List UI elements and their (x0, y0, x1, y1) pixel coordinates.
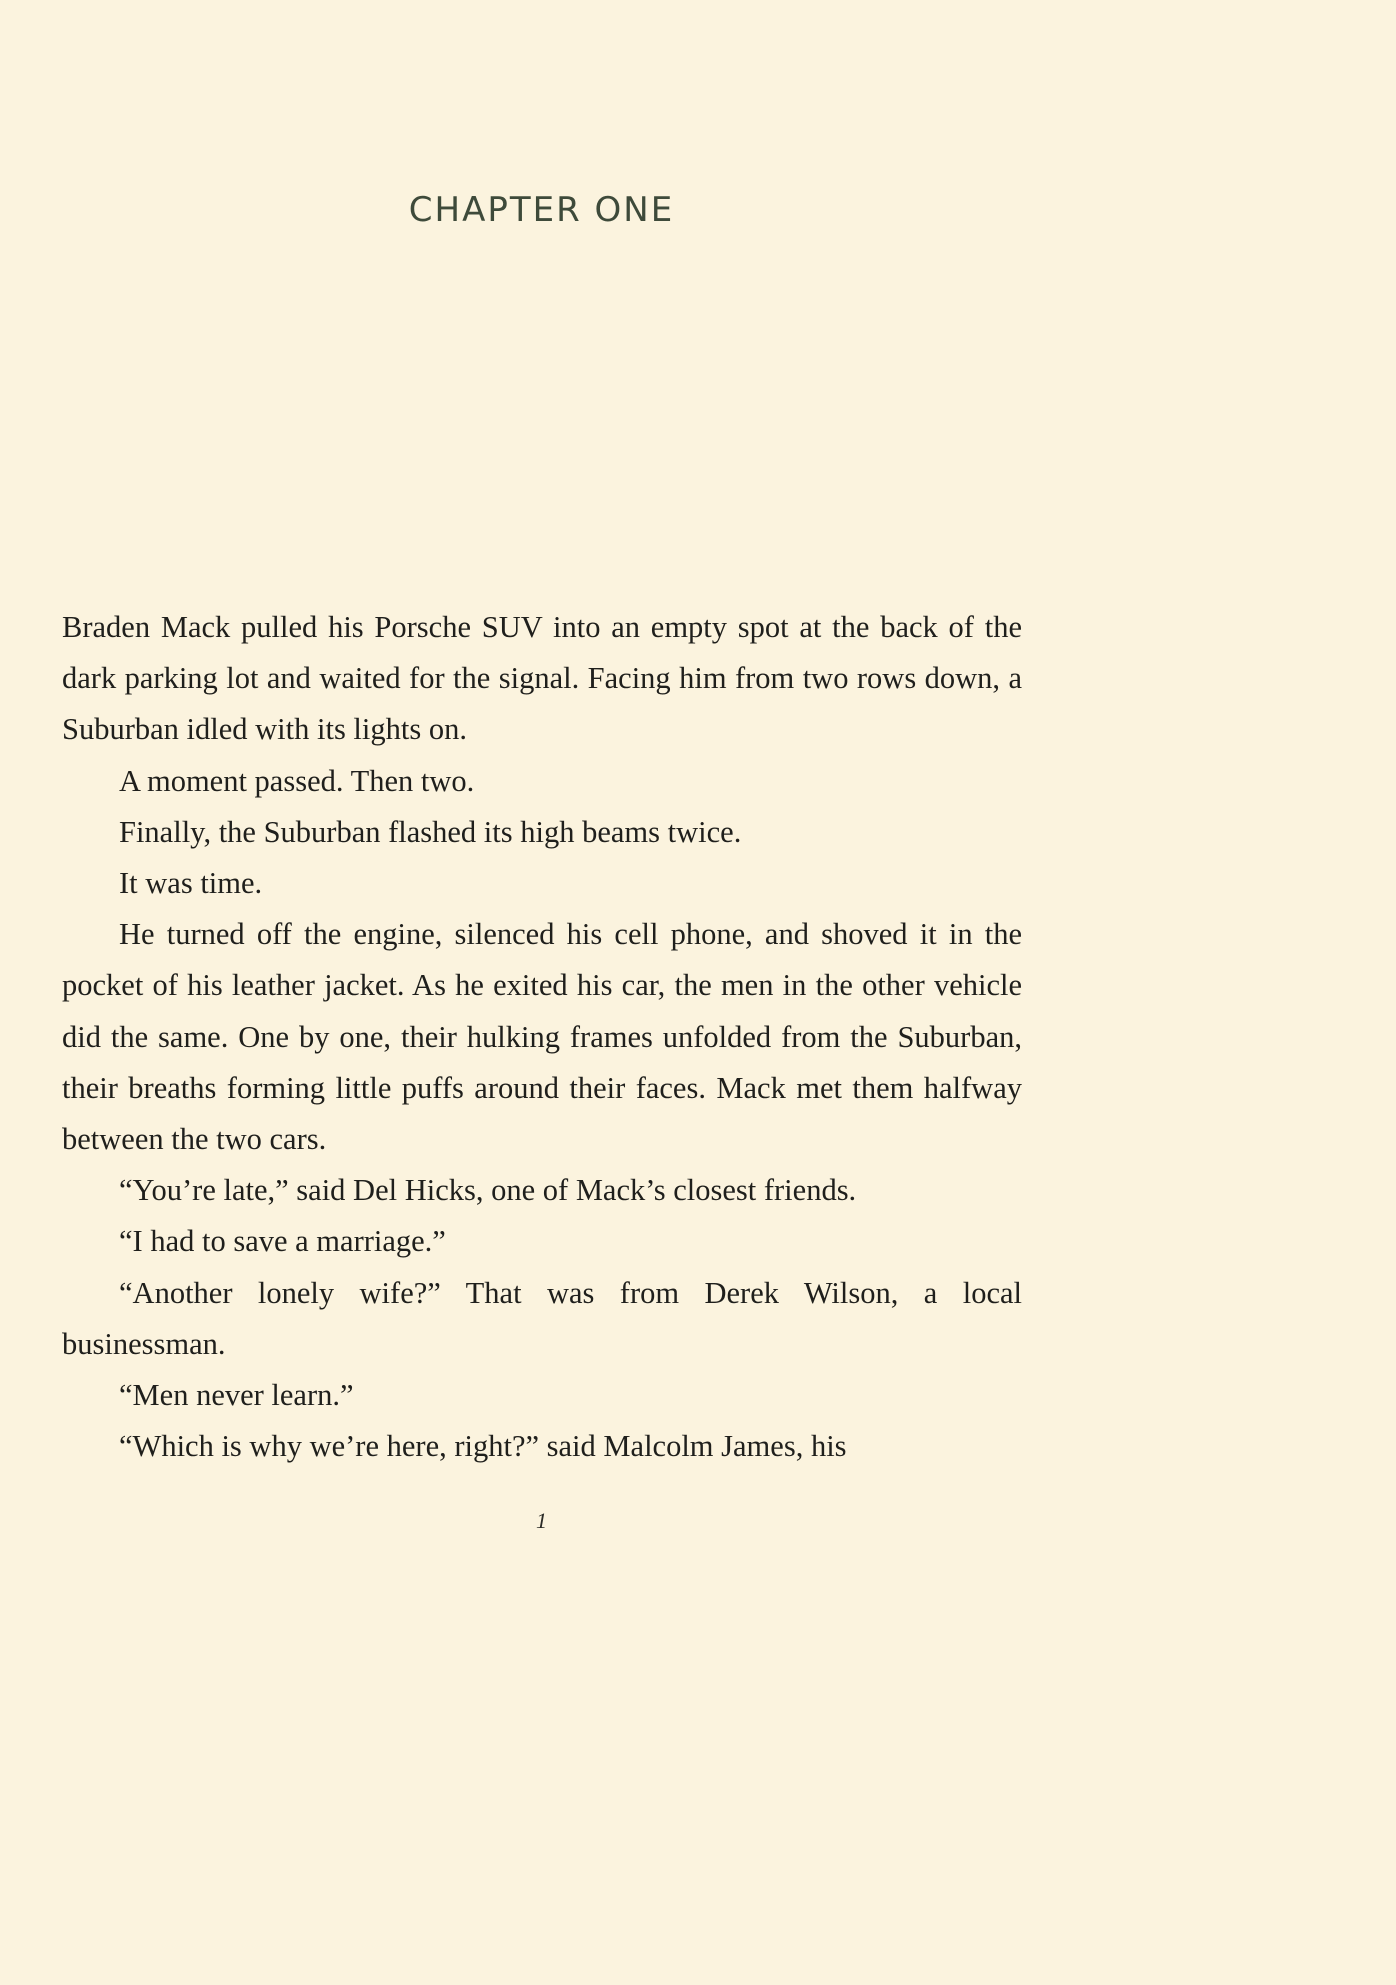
paragraph: He turned off the engine, silenced his cell phone, and shoved it in the pocket of his leather jacket. As he exited his car, the men in the other vehicle did the same. One by one, their hulking frames unfolded from the Suburban, their breaths forming little puffs around their faces. Mack met them halfway between the two cars. (62, 917, 1022, 1157)
paragraph: Braden Mack pulled his Porsche SUV into an empty spot at the back of the dark parking lot and waited for the signal. Facing him from two rows down, a Suburban idled with its lights on. (62, 610, 1022, 747)
chapter-body (62, 602, 1022, 1472)
chapter-title: CHAPTER ONE (408, 190, 675, 230)
paragraph: “You’re late,” said Del Hicks, one of Mack’s closest friends. (119, 1173, 857, 1208)
paragraph: “Another lonely wife?” That was from Derek Wilson, a local businessman. (62, 1275, 1022, 1361)
paragraph: “Men never learn.” (119, 1378, 354, 1413)
page-number: 1 (536, 1508, 547, 1533)
paragraph: “Which is why we’re here, right?” said Malcolm James, his (119, 1429, 847, 1464)
paragraph: Finally, the Suburban flashed its high beams twice. (119, 814, 742, 849)
paragraph: “I had to save a marriage.” (119, 1224, 446, 1259)
paragraph: A moment passed. Then two. (119, 763, 475, 798)
paragraph: It was time. (119, 866, 263, 901)
